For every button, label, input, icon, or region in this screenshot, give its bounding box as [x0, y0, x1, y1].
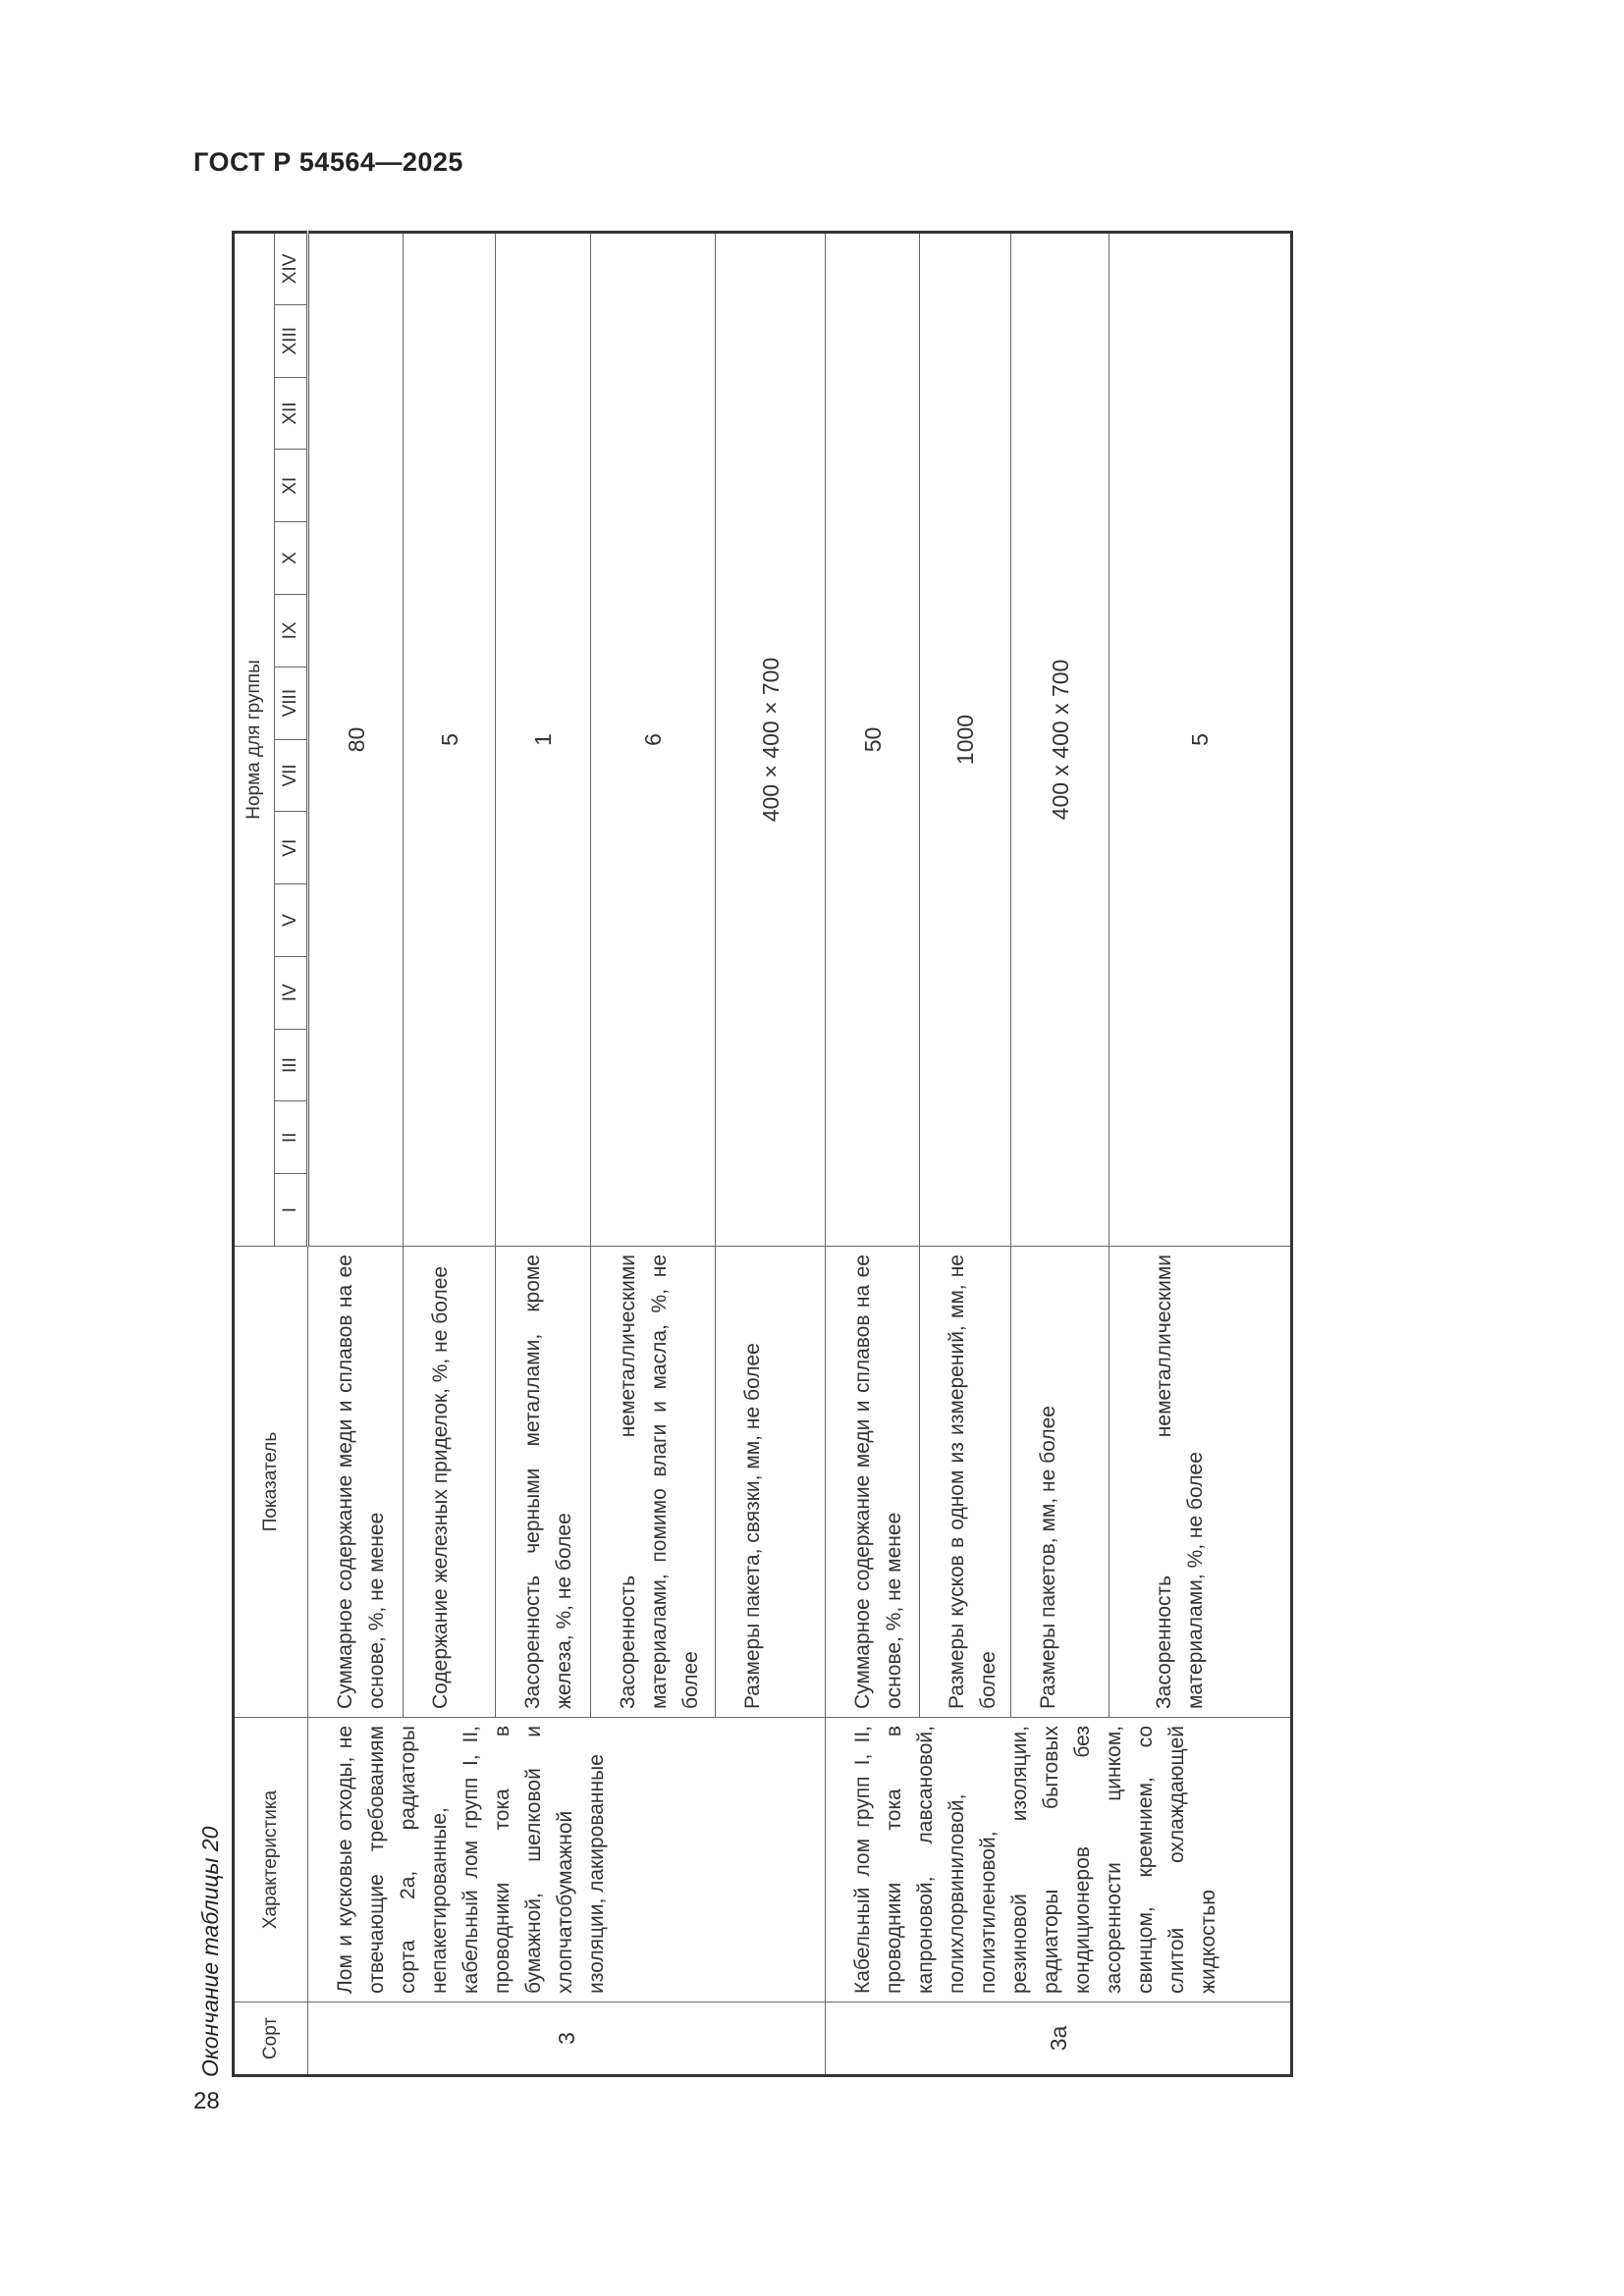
header-group-V: V	[275, 884, 308, 957]
sort-cell-3a: 3а	[826, 2002, 1292, 2076]
table-caption: Окончание таблицы 20	[197, 1826, 223, 2077]
norms-table	[232, 231, 1293, 2077]
header-group-XII: XII	[275, 377, 308, 450]
indicator-cell: Суммарное содержание меди и сплавов на ее основе, %, не менее	[826, 1247, 920, 1718]
value-cell: 6	[591, 233, 716, 1247]
header-group-III: III	[275, 1029, 308, 1101]
value-cell: 400 × 400 × 700	[716, 233, 826, 1247]
header-group-X: X	[275, 522, 308, 595]
header-group-II: II	[275, 1101, 308, 1174]
indicator-cell: Содержание железных приделок, %, не более	[404, 1247, 496, 1718]
value-cell: 1000	[920, 233, 1011, 1247]
value-cell: 50	[826, 233, 920, 1247]
header-characteristic: Характеристика	[234, 1718, 308, 2002]
indicator-cell: Размеры кусков в одном из измерений, мм, не более	[920, 1247, 1011, 1718]
indicator-cell: Засоренность черными металлами, кроме железа, %, не более	[496, 1247, 591, 1718]
table-container	[232, 234, 1286, 2077]
header-norm-group: Норма для группы	[234, 233, 275, 1247]
header-group-XIV: XIV	[275, 233, 308, 305]
header-group-I: I	[275, 1174, 308, 1247]
value-cell: 5	[404, 233, 496, 1247]
indicator-cell: Засоренность неметаллическими материалами, %, не более	[1110, 1247, 1292, 1718]
header-group-XI: XI	[275, 450, 308, 522]
header-indicator: Показатель	[234, 1247, 308, 1718]
header-row-1	[234, 233, 275, 2076]
characteristic-cell-3a: Кабельный лом групп I, II, проводники тока в капроновой, лавсановой, полихлорвиниловой, полиэтиленовой, резиновой изоляции, радиаторы бытовых кондиционеров без засоренности цинком, свинцом, кремнием, со слитой охлаждающей жидкостью	[826, 1718, 1292, 2002]
document-title: ГОСТ Р 54564—2025	[193, 147, 463, 177]
header-group-VII: VII	[275, 739, 308, 812]
header-group-IX: IX	[275, 594, 308, 667]
indicator-cell: Суммарное содержание меди и сплавов на ее основе, %, не менее	[308, 1247, 404, 1718]
table-row	[308, 233, 404, 2076]
header-group-XIII: XIII	[275, 304, 308, 377]
value-cell: 80	[308, 233, 404, 1247]
characteristic-cell-3: Лом и кусковые отходы, не отвечающие требованиям сорта 2а, радиаторы непакетированные, кабельный лом групп I, II, проводники тока в бумажной, шелковой и хлопчатобумажной изоляции, лакированные	[308, 1718, 826, 2002]
sort-cell-3: 3	[308, 2002, 826, 2076]
header-group-IV: IV	[275, 956, 308, 1029]
indicator-cell: Размеры пакетов, мм, не более	[1011, 1247, 1110, 1718]
table-row	[826, 233, 920, 2076]
indicator-cell: Засоренность неметаллическими материалами, помимо влаги и масла, %, не более	[591, 1247, 716, 1718]
header-group-VIII: VIII	[275, 667, 308, 739]
value-cell: 5	[1110, 233, 1292, 1247]
header-sort: Сорт	[234, 2002, 308, 2076]
header-group-VI: VI	[275, 812, 308, 884]
value-cell: 400 x 400 x 700	[1011, 233, 1110, 1247]
page-number: 28	[193, 2088, 220, 2114]
indicator-cell: Размеры пакета, связки, мм, не более	[716, 1247, 826, 1718]
value-cell: 1	[496, 233, 591, 1247]
